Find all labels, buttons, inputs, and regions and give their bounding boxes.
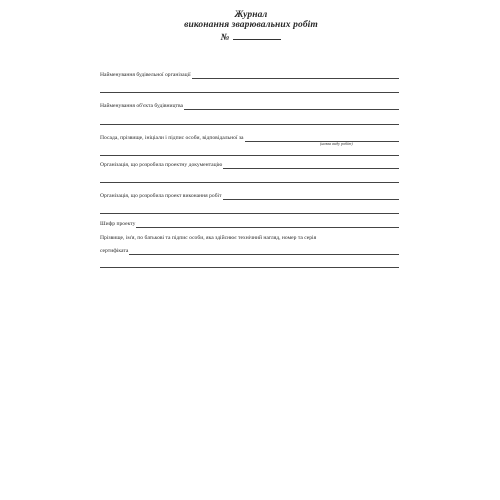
journal-number <box>80 31 422 43</box>
certificate-line-2[interactable] <box>100 267 399 268</box>
project-code-label: Шифр проекту <box>100 221 136 227</box>
project-doc-org-row <box>100 162 399 169</box>
journal-title: Журнал <box>234 10 268 20</box>
responsible-person-row <box>100 135 399 142</box>
work-plan-org-line-2[interactable] <box>100 213 399 214</box>
journal-subtitle: виконання зварювальних робіт <box>184 20 318 30</box>
certificate-field[interactable] <box>129 248 399 255</box>
project-code-row <box>100 221 399 228</box>
responsible-person-line-2[interactable] <box>100 155 399 156</box>
tech-supervision-row <box>100 235 399 242</box>
certificate-row <box>100 248 399 255</box>
object-name-row <box>100 103 399 110</box>
tech-supervision-label: Прізвище, ім'я, по батькові та підпис особи, яка здійснює технічний нагляд, номер та серія <box>100 235 317 241</box>
object-name-field[interactable] <box>184 103 399 110</box>
project-doc-org-label: Організація, що розробила проектну документацію <box>100 162 223 168</box>
builder-org-field[interactable] <box>192 72 399 79</box>
object-name-label: Найменування об'єкта будівництва <box>100 103 184 109</box>
builder-org-line-2[interactable] <box>100 92 399 93</box>
work-plan-org-row <box>100 193 399 200</box>
journal-page <box>80 0 422 500</box>
certificate-label: сертифіката <box>100 248 129 254</box>
journal-number-label: № <box>220 33 230 43</box>
object-name-line-2[interactable] <box>100 124 399 125</box>
builder-org-label: Найменування будівельної організації <box>100 72 191 78</box>
responsible-person-label: Посада, прізвище, ініціали і підпис особи, відповідальної за <box>100 135 244 141</box>
project-doc-org-line-2[interactable] <box>100 182 399 183</box>
project-doc-org-field[interactable] <box>223 162 399 169</box>
project-code-field[interactable] <box>136 221 399 228</box>
work-plan-org-field[interactable] <box>223 193 399 200</box>
builder-org-row <box>100 72 399 79</box>
journal-number-field[interactable] <box>233 31 281 40</box>
work-plan-org-label: Організація, що розробила проект виконання робіт <box>100 193 222 199</box>
responsible-note: (назва виду робіт) <box>320 141 353 146</box>
